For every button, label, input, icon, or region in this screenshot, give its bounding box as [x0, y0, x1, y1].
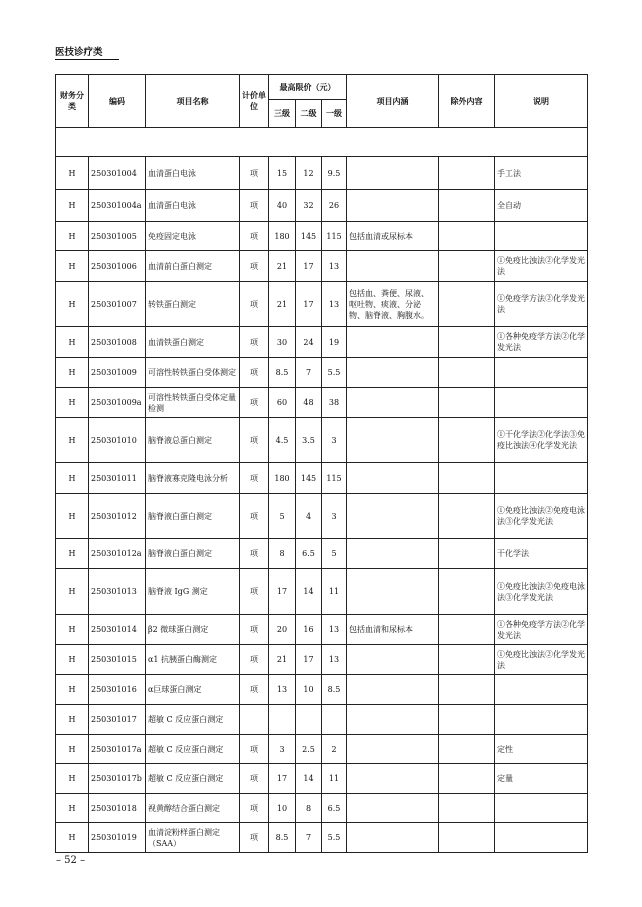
table-row: [56, 675, 588, 705]
row-name: 脑脊液 IgG 测定: [146, 569, 240, 615]
table-row: [56, 463, 588, 494]
row-name: 脑脊液白蛋白测定: [146, 494, 240, 539]
row-content: 包括血、粪便、尿液、呕吐物、痰液、分泌物、脑脊液、胸腹水。: [347, 282, 439, 327]
row-price-grade1: 5.5: [322, 358, 347, 388]
row-price-grade3: 30: [269, 327, 296, 358]
row-excluded: [439, 569, 495, 615]
row-excluded: [439, 282, 495, 327]
row-price-grade2: 17: [296, 282, 322, 327]
row-price-grade1: 13: [322, 645, 347, 675]
row-unit: 项: [240, 735, 269, 764]
table-row: [56, 645, 588, 675]
row-price-grade1: 19: [322, 327, 347, 358]
row-notes: [495, 388, 588, 418]
row-excluded: [439, 645, 495, 675]
row-price-grade3: 180: [269, 222, 296, 251]
row-price-grade2: 3.5: [296, 418, 322, 463]
row-price-grade1: 5.5: [322, 823, 347, 853]
row-name: 转铁蛋白测定: [146, 282, 240, 327]
row-price-grade3: 3: [269, 735, 296, 764]
row-code: 250301009a: [89, 388, 146, 418]
row-price-grade1: 38: [322, 388, 347, 418]
table-row: [56, 251, 588, 282]
row-class: H: [56, 705, 89, 735]
row-code: 250301012a: [89, 539, 146, 569]
row-unit: 项: [240, 794, 269, 823]
row-price-grade1: 6.5: [322, 794, 347, 823]
table-row: [56, 358, 588, 388]
row-unit: 项: [240, 157, 269, 190]
row-code: 250301015: [89, 645, 146, 675]
row-unit: 项: [240, 388, 269, 418]
row-unit: 项: [240, 222, 269, 251]
row-price-grade2: 8: [296, 794, 322, 823]
row-excluded: [439, 675, 495, 705]
row-class: H: [56, 675, 89, 705]
row-price-grade3: 21: [269, 251, 296, 282]
row-price-grade2: 6.5: [296, 539, 322, 569]
row-notes: 全自动: [495, 190, 588, 222]
row-code: 250301017b: [89, 764, 146, 794]
row-price-grade2: 10: [296, 675, 322, 705]
row-code: 250301004: [89, 157, 146, 190]
row-price-grade1: 9.5: [322, 157, 347, 190]
row-code: 250301014: [89, 615, 146, 645]
row-notes: [495, 675, 588, 705]
row-unit: 项: [240, 615, 269, 645]
category-label: 医技诊疗类: [55, 44, 119, 60]
row-content: 包括血清和尿标本: [347, 615, 439, 645]
row-price-grade2: 2.5: [296, 735, 322, 764]
row-code: 250301007: [89, 282, 146, 327]
row-price-grade2: 14: [296, 764, 322, 794]
row-name: 血清蛋白电泳: [146, 157, 240, 190]
header-max-price: 最高限价（元）: [269, 75, 347, 100]
row-code: 250301017a: [89, 735, 146, 764]
row-excluded: [439, 823, 495, 853]
row-name: 脑脊液寡克隆电泳分析: [146, 463, 240, 494]
row-price-grade2: 32: [296, 190, 322, 222]
row-excluded: [439, 794, 495, 823]
row-price-grade2: 4: [296, 494, 322, 539]
row-class: H: [56, 222, 89, 251]
row-excluded: [439, 358, 495, 388]
row-name: β2 微球蛋白测定: [146, 615, 240, 645]
row-notes: [495, 358, 588, 388]
row-code: 250301008: [89, 327, 146, 358]
row-content: [347, 705, 439, 735]
row-excluded: [439, 190, 495, 222]
row-content: [347, 539, 439, 569]
row-price-grade1: 115: [322, 222, 347, 251]
header-excluded: 除外内容: [439, 75, 495, 128]
row-content: [347, 251, 439, 282]
header-grade1: 一级: [322, 100, 347, 128]
row-class: H: [56, 823, 89, 853]
row-content: [347, 157, 439, 190]
row-name: 超敏 C 反应蛋白测定: [146, 764, 240, 794]
row-class: H: [56, 282, 89, 327]
row-name: 血清蛋白电泳: [146, 190, 240, 222]
row-excluded: [439, 705, 495, 735]
header-spacer-row: [56, 128, 588, 157]
row-content: [347, 735, 439, 764]
row-class: H: [56, 251, 89, 282]
row-name: 视黄醇结合蛋白测定: [146, 794, 240, 823]
row-price-grade2: 7: [296, 823, 322, 853]
row-code: 250301012: [89, 494, 146, 539]
table-row: [56, 615, 588, 645]
row-content: [347, 190, 439, 222]
row-price-grade3: [269, 705, 296, 735]
row-name: 血清铁蛋白测定: [146, 327, 240, 358]
row-unit: 项: [240, 418, 269, 463]
row-excluded: [439, 418, 495, 463]
row-notes: ①干化学法②化学法③免疫比浊法④化学发光法: [495, 418, 588, 463]
row-price-grade3: 40: [269, 190, 296, 222]
row-price-grade3: 13: [269, 675, 296, 705]
row-class: H: [56, 569, 89, 615]
row-code: 250301013: [89, 569, 146, 615]
row-excluded: [439, 764, 495, 794]
row-notes: [495, 705, 588, 735]
row-class: H: [56, 539, 89, 569]
header-grade3: 三级: [269, 100, 296, 128]
row-unit: 项: [240, 463, 269, 494]
row-class: H: [56, 735, 89, 764]
page-number: – 52 –: [56, 855, 86, 866]
table-body: [56, 157, 588, 853]
row-price-grade2: 145: [296, 463, 322, 494]
row-class: H: [56, 388, 89, 418]
row-notes: ①免疫比浊法②免疫电泳法③化学发光法: [495, 494, 588, 539]
row-notes: 定性: [495, 735, 588, 764]
row-notes: [495, 463, 588, 494]
row-class: H: [56, 764, 89, 794]
row-notes: ①各种免疫学方法②化学发光法: [495, 615, 588, 645]
header-fin-class: 财务分类: [56, 75, 89, 128]
table-row: [56, 222, 588, 251]
row-price-grade2: 17: [296, 251, 322, 282]
table-row: [56, 569, 588, 615]
table-row: [56, 494, 588, 539]
row-excluded: [439, 539, 495, 569]
row-excluded: [439, 327, 495, 358]
row-class: H: [56, 615, 89, 645]
row-price-grade2: 16: [296, 615, 322, 645]
row-unit: 项: [240, 494, 269, 539]
row-price-grade1: 115: [322, 463, 347, 494]
row-class: H: [56, 190, 89, 222]
row-price-grade3: 21: [269, 645, 296, 675]
row-code: 250301011: [89, 463, 146, 494]
row-name: 脑脊液总蛋白测定: [146, 418, 240, 463]
row-price-grade1: 11: [322, 569, 347, 615]
row-code: 250301019: [89, 823, 146, 853]
row-unit: 项: [240, 539, 269, 569]
table-row: [56, 705, 588, 735]
table-row: [56, 157, 588, 190]
row-name: 血清前白蛋白测定: [146, 251, 240, 282]
row-code: 250301004a: [89, 190, 146, 222]
row-price-grade1: 3: [322, 418, 347, 463]
row-unit: 项: [240, 569, 269, 615]
row-content: [347, 327, 439, 358]
row-price-grade3: 20: [269, 615, 296, 645]
row-code: 250301006: [89, 251, 146, 282]
row-name: 超敏 C 反应蛋白测定: [146, 735, 240, 764]
row-price-grade2: 145: [296, 222, 322, 251]
row-class: H: [56, 358, 89, 388]
row-content: [347, 823, 439, 853]
row-name: 可溶性转铁蛋白受体测定: [146, 358, 240, 388]
row-unit: 项: [240, 358, 269, 388]
row-code: 250301016: [89, 675, 146, 705]
header-unit: 计价单位: [240, 75, 269, 128]
row-price-grade3: 8.5: [269, 358, 296, 388]
header-grade2: 二级: [296, 100, 322, 128]
row-unit: 项: [240, 675, 269, 705]
row-class: H: [56, 463, 89, 494]
row-price-grade1: 26: [322, 190, 347, 222]
row-content: [347, 675, 439, 705]
row-unit: 项: [240, 645, 269, 675]
row-price-grade3: 60: [269, 388, 296, 418]
row-price-grade2: [296, 705, 322, 735]
row-content: [347, 569, 439, 615]
row-name: 超敏 C 反应蛋白测定: [146, 705, 240, 735]
header-notes: 说明: [495, 75, 588, 128]
row-content: [347, 388, 439, 418]
row-price-grade2: 12: [296, 157, 322, 190]
row-code: 250301009: [89, 358, 146, 388]
row-content: [347, 418, 439, 463]
row-code: 250301017: [89, 705, 146, 735]
row-code: 250301018: [89, 794, 146, 823]
row-price-grade1: 11: [322, 764, 347, 794]
row-price-grade1: 2: [322, 735, 347, 764]
row-class: H: [56, 327, 89, 358]
table-row: [56, 764, 588, 794]
table-row: [56, 190, 588, 222]
row-class: H: [56, 418, 89, 463]
row-price-grade3: 8.5: [269, 823, 296, 853]
row-excluded: [439, 222, 495, 251]
row-excluded: [439, 463, 495, 494]
table-row: [56, 794, 588, 823]
row-notes: ①免疫学方法②化学发光法: [495, 282, 588, 327]
row-content: [347, 358, 439, 388]
row-excluded: [439, 615, 495, 645]
row-price-grade3: 5: [269, 494, 296, 539]
row-price-grade3: 180: [269, 463, 296, 494]
row-name: 脑脊液白蛋白测定: [146, 539, 240, 569]
row-content: [347, 494, 439, 539]
row-unit: 项: [240, 823, 269, 853]
row-notes: 手工法: [495, 157, 588, 190]
row-price-grade2: 48: [296, 388, 322, 418]
row-price-grade1: 8.5: [322, 675, 347, 705]
row-price-grade3: 8: [269, 539, 296, 569]
table-row: [56, 539, 588, 569]
row-content: [347, 463, 439, 494]
row-notes: [495, 823, 588, 853]
row-price-grade1: 5: [322, 539, 347, 569]
row-unit: 项: [240, 190, 269, 222]
row-price-grade1: 13: [322, 615, 347, 645]
row-class: H: [56, 794, 89, 823]
row-unit: 项: [240, 251, 269, 282]
row-content: [347, 794, 439, 823]
table-row: [56, 823, 588, 853]
row-unit: 项: [240, 327, 269, 358]
table-row: [56, 388, 588, 418]
row-notes: [495, 794, 588, 823]
table-row: [56, 282, 588, 327]
row-price-grade1: 13: [322, 251, 347, 282]
row-notes: 定量: [495, 764, 588, 794]
row-code: 250301010: [89, 418, 146, 463]
row-notes: ①各种免疫学方法②化学发光法: [495, 327, 588, 358]
row-price-grade2: 14: [296, 569, 322, 615]
row-price-grade3: 17: [269, 764, 296, 794]
table-row: [56, 735, 588, 764]
header-name: 项目名称: [146, 75, 240, 128]
price-table: [55, 74, 588, 853]
row-name: 血清淀粉样蛋白测定（SAA）: [146, 823, 240, 853]
row-price-grade2: 24: [296, 327, 322, 358]
row-unit: 项: [240, 282, 269, 327]
row-notes: ①免疫比浊法②化学发光法: [495, 645, 588, 675]
row-price-grade3: 10: [269, 794, 296, 823]
row-name: 免疫固定电泳: [146, 222, 240, 251]
row-price-grade1: 13: [322, 282, 347, 327]
row-price-grade3: 21: [269, 282, 296, 327]
row-excluded: [439, 494, 495, 539]
row-content: 包括血清或尿标本: [347, 222, 439, 251]
row-notes: ①免疫比浊法②化学发光法: [495, 251, 588, 282]
row-unit: [240, 705, 269, 735]
row-code: 250301005: [89, 222, 146, 251]
row-price-grade3: 17: [269, 569, 296, 615]
header-code: 编码: [89, 75, 146, 128]
row-price-grade2: 7: [296, 358, 322, 388]
row-class: H: [56, 494, 89, 539]
row-name: α巨球蛋白测定: [146, 675, 240, 705]
row-name: 可溶性转铁蛋白受体定量检测: [146, 388, 240, 418]
row-price-grade3: 15: [269, 157, 296, 190]
row-notes: ①免疫比浊法②免疫电泳法③化学发光法: [495, 569, 588, 615]
table-row: [56, 418, 588, 463]
row-unit: 项: [240, 764, 269, 794]
row-content: [347, 645, 439, 675]
row-price-grade3: 4.5: [269, 418, 296, 463]
row-excluded: [439, 251, 495, 282]
row-notes: [495, 222, 588, 251]
row-class: H: [56, 645, 89, 675]
row-price-grade2: 17: [296, 645, 322, 675]
row-notes: 干化学法: [495, 539, 588, 569]
row-price-grade1: [322, 705, 347, 735]
row-class: H: [56, 157, 89, 190]
row-excluded: [439, 735, 495, 764]
table-row: [56, 327, 588, 358]
row-excluded: [439, 388, 495, 418]
header-content: 项目内涵: [347, 75, 439, 128]
row-price-grade1: 3: [322, 494, 347, 539]
row-content: [347, 764, 439, 794]
row-name: α1 抗胰蛋白酶测定: [146, 645, 240, 675]
row-excluded: [439, 157, 495, 190]
